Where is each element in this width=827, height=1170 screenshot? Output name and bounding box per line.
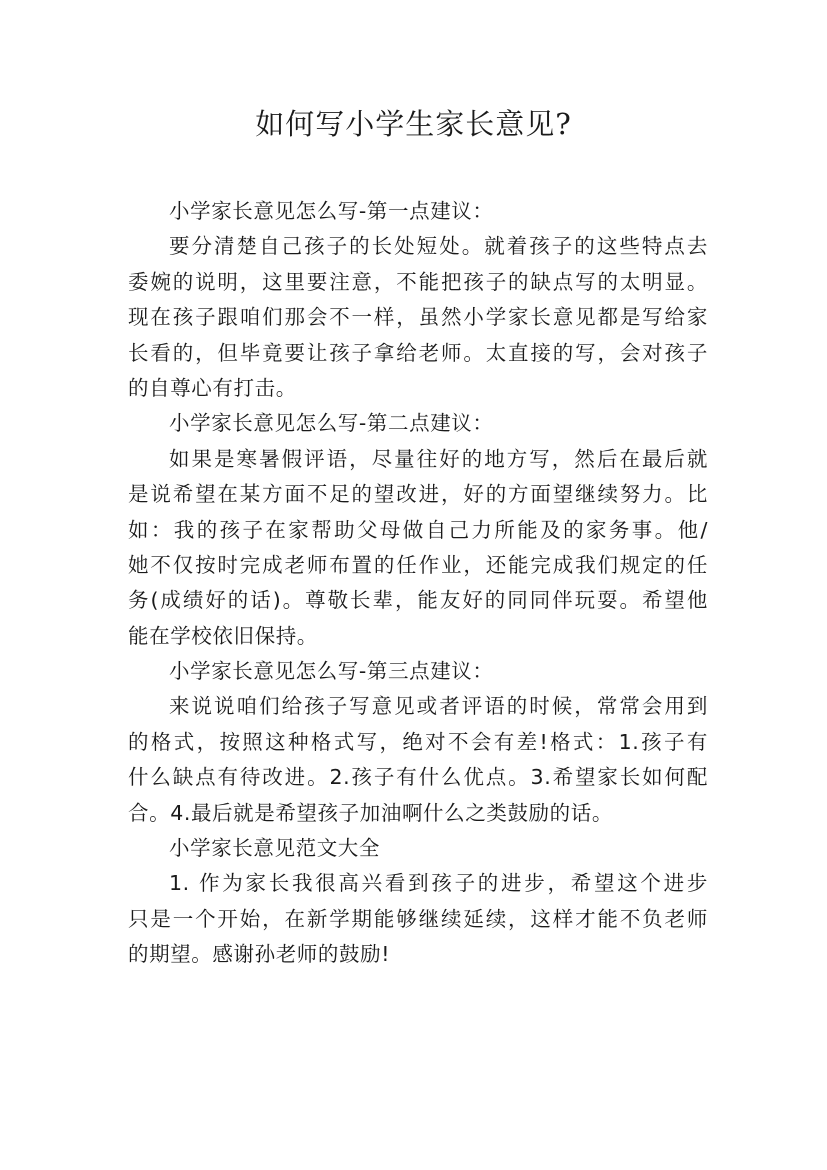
text-line: 是说希望在某方面不足的望改进，好的方面望继续努力。比 [128,482,708,507]
text-line: 小学家长意见怎么写-第二点建议： [169,411,494,436]
text-line: 如：我的孩子在家帮助父母做自己力所能及的家务事。他/ [128,517,708,542]
text-line: 她不仅按时完成老师布置的任作业，还能完成我们规定的任 [128,552,708,577]
text-line: 合。4.最后就是希望孩子加油啊什么之类鼓励的话。 [128,800,613,825]
text-line: 1. 作为家长我很高兴看到孩子的进步，希望这个进步 [169,871,708,896]
text-line: 务(成绩好的话)。尊敬长辈，能友好的同同伴玩耍。希望他 [128,588,708,613]
text-line: 现在孩子跟咱们那会不一样，虽然小学家长意见都是写给家 [128,305,708,330]
text-line: 长看的，但毕竟要让孩子拿给老师。太直接的写，会对孩子 [128,340,708,365]
text-line: 的期望。感谢孙老师的鼓励! [128,942,391,967]
text-line: 委婉的说明，这里要注意，不能把孩子的缺点写的太明显。 [128,269,708,294]
text-line: 小学家长意见怎么写-第三点建议： [169,659,494,684]
document-body [128,194,708,973]
text-line: 只是一个开始，在新学期能够继续延续，这样才能不负老师 [128,906,708,931]
text-line: 要分清楚自己孩子的长处短处。就着孩子的这些特点去 [169,234,708,259]
text-line: 小学家长意见怎么写-第一点建议： [169,199,494,223]
text-line: 什么缺点有待改进。2.孩子有什么优点。3.希望家长如何配 [128,765,708,790]
text-line: 能在学校依旧保持。 [128,623,318,648]
text-line: 小学家长意见范文大全 [169,836,380,861]
document-title: 如何写小学生家长意见? [255,107,572,141]
text-line: 来说说咱们给孩子写意见或者评语的时候，常常会用到 [169,694,708,719]
text-line: 的自尊心有打击。 [128,375,297,400]
text-line: 如果是寒暑假评语，尽量往好的地方写，然后在最后就 [169,446,708,471]
text-line: 的格式，按照这种格式写，绝对不会有差!格式：1.孩子有 [128,729,708,754]
